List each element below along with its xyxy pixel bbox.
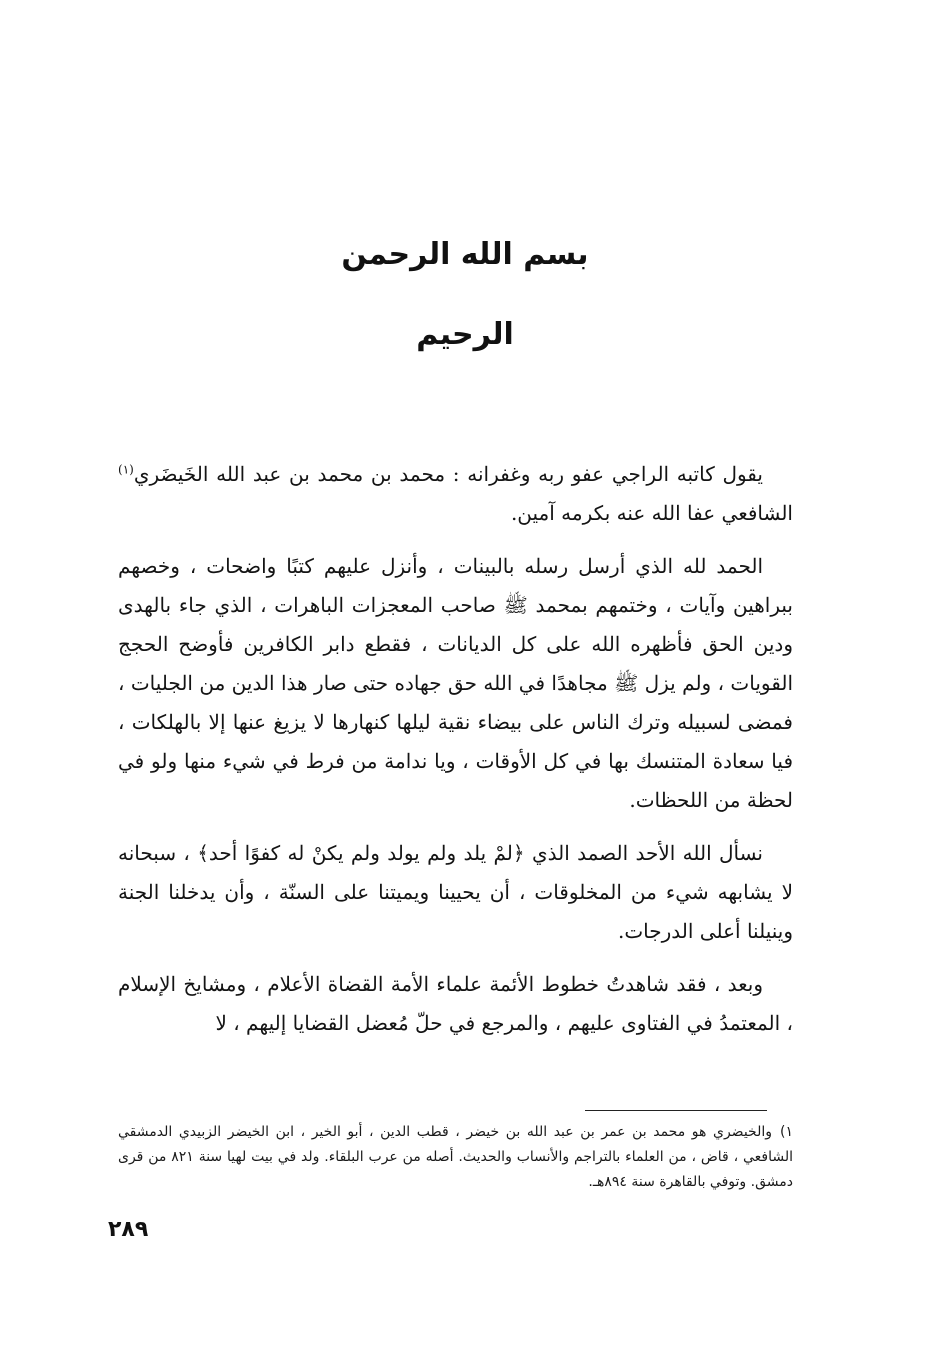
paragraph-hamd: الحمد لله الذي أرسل رسله بالبينات ، وأنزل عليهم كتبًا واضحات ، وخصهم ببراهين وآيات ، وختمهم بمحمد ﷺ صاحب المعجزات الباهرات ، الذي جاء بالهدى ودين الحق فأظهره الله على كل الديانات ، فقطع دابر الكافرين فأوضح الحجج القويات ، ولم يزل ﷺ مجاهدًا في الله حق جهاده حتى صار هذا الدين من الجليات ، فمضى لسبيله وترك الناس على بيضاء نقية ليلها كنهارها لا يزيغ عنها إلا بالهلكات ، فيا سعادة المتنسك بها في كل الأوقات ، ويا ندامة من فرط في شيء منها ولو في لحظة من اللحظات. [118, 554, 793, 812]
footnote-text: والخيضري هو محمد بن عمر بن عبد الله بن خيضر ، قطب الدين ، أبو الخير ، ابن الخيضر الزبيدي الدمشقي الشافعي ، قاض ، من العلماء بالتراجم والأنساب والحديث. أصله من عرب البلقاء. ولد في بيت لهيا سنة ٨٢١ من قرى دمشق. وتوفي بالقاهرة سنة ٨٩٤هـ. [118, 1124, 794, 1190]
footnote-reference: (١) [118, 462, 134, 477]
footnote-number: ١) [780, 1124, 793, 1140]
basmala-heading: بسم الله الرحمن الرحيم [341, 237, 589, 352]
footnote-divider [585, 1110, 767, 1111]
main-text [118, 455, 793, 1057]
paragraph-dua: نسأل الله الأحد الصمد الذي ﴿لمْ يلد ولم يولد ولم يكنْ له كفوًا أحد﴾ ، سبحانه لا يشابهه شيء من المخلوقات ، أن يحيينا ويميتنا على السنّة ، وأن يدخلنا الجنة وينيلنا أعلى الدرجات. [118, 841, 793, 943]
intro-text: يقول كاتبه الراجي عفو ربه وغفرانه : محمد بن محمد بن عبد الله الخَيضَري [133, 462, 763, 486]
page-number: ٢٨٩ [108, 1217, 149, 1242]
footnote [118, 1120, 793, 1195]
paragraph-wa-bad: وبعد ، فقد شاهدتُ خطوط الأئمة علماء الأمة القضاة الأعلام ، ومشايخ الإسلام ، المعتمدُ في الفتاوى عليهم ، والمرجع في حلّ مُعضل القضايا إليهم ، لا [118, 972, 793, 1035]
paragraph-intro [118, 455, 793, 533]
intro-continuation: الشافعي عفا الله عنه بكرمه آمين. [510, 501, 793, 525]
